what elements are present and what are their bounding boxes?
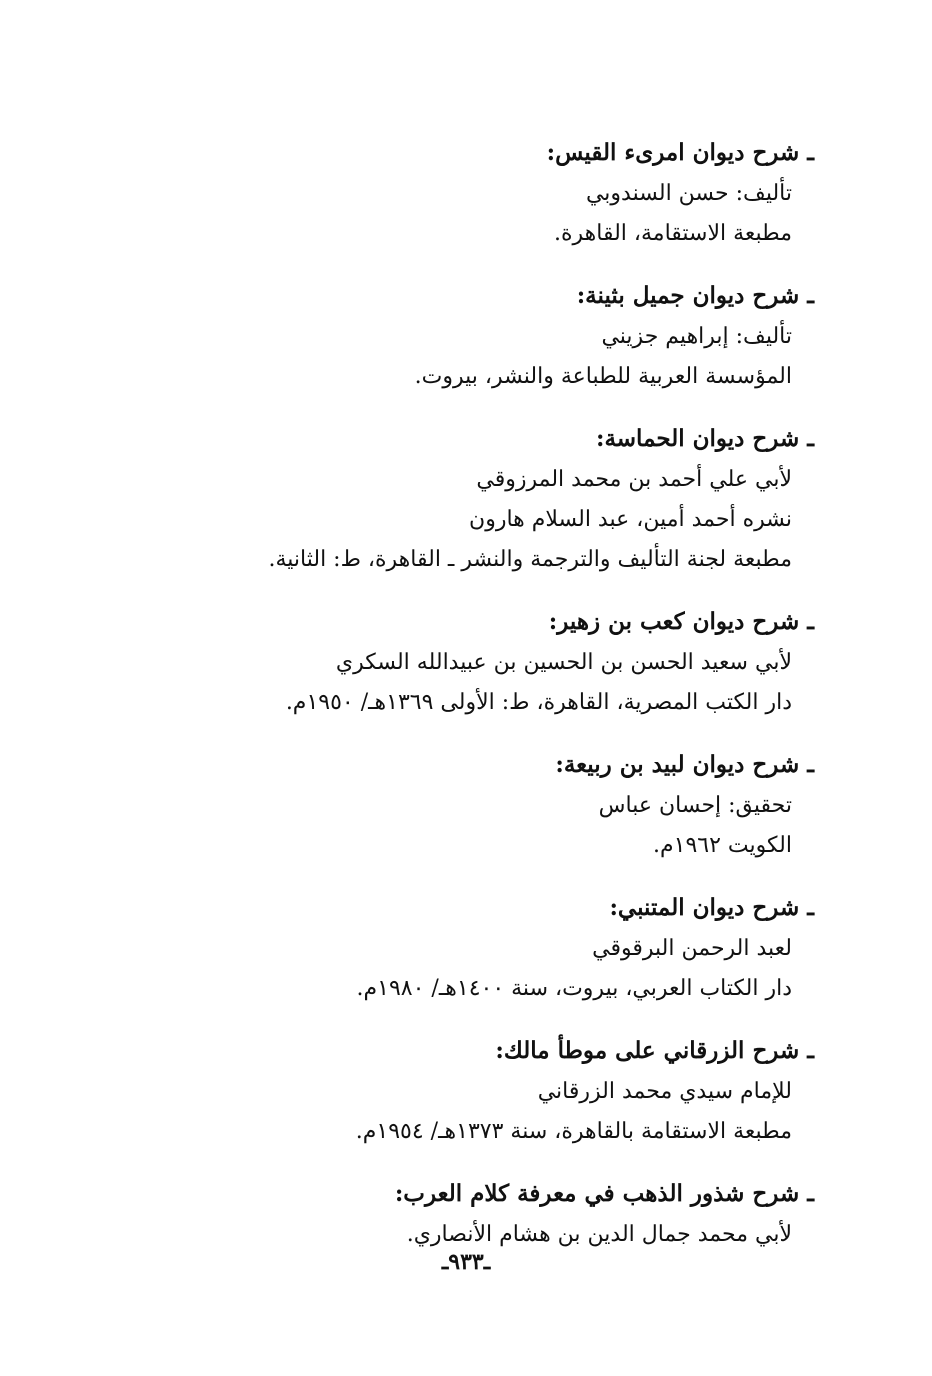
- entry-detail-line: مطبعة لجنة التأليف والترجمة والنشر ـ القاهرة، ط: الثانية.: [268, 547, 792, 572]
- entry-title: ـ شرح ديوان لبيد بن ربيعة:: [555, 751, 814, 778]
- entry-title: ـ شرح ديوان كعب بن زهير:: [548, 608, 814, 635]
- bibliography-list: [152, 132, 814, 1276]
- entry-title: ـ شرح ديوان امرىء القيس:: [546, 139, 814, 166]
- bibliography-entry: [152, 132, 814, 254]
- entry-detail-line: تأليف: حسن السندوبي: [585, 181, 792, 206]
- entry-detail-line: المؤسسة العربية للطباعة والنشر، بيروت.: [414, 364, 792, 389]
- entry-detail-line: نشره أحمد أمين، عبد السلام هارون: [469, 507, 792, 532]
- entry-title: ـ شرح الزرقاني على موطأ مالك:: [495, 1037, 814, 1064]
- bibliography-entry: [152, 418, 814, 580]
- entry-title: ـ شرح شذور الذهب في معرفة كلام العرب:: [394, 1180, 814, 1207]
- entry-detail-line: تحقيق: إحسان عباس: [598, 793, 792, 818]
- entry-detail-line: دار الكتب المصرية، القاهرة، ط: الأولى ١٣٦٩هـ/ ١٩٥٠م.: [285, 690, 792, 715]
- bibliography-entry: [152, 744, 814, 866]
- entry-detail-line: لأبي محمد جمال الدين بن هشام الأنصاري.: [406, 1222, 792, 1247]
- bibliography-entry: [152, 1030, 814, 1152]
- entry-detail-line: دار الكتاب العربي، بيروت، سنة ١٤٠٠هـ/ ١٩٨٠م.: [356, 976, 792, 1001]
- bibliography-entry: [152, 275, 814, 397]
- entry-detail-line: لأبي سعيد الحسن بن الحسين بن عبيدالله السكري: [335, 650, 792, 675]
- bibliography-entry: [152, 1173, 814, 1255]
- entry-detail-line: لعبد الرحمن البرقوقي: [592, 936, 792, 961]
- entry-title: ـ شرح ديوان جميل بثينة:: [576, 282, 814, 309]
- entry-detail-line: الكويت ١٩٦٢م.: [653, 833, 792, 858]
- entry-detail-line: لأبي علي أحمد بن محمد المرزوقي: [476, 467, 792, 492]
- entry-detail-line: للإمام سيدي محمد الزرقاني: [537, 1079, 792, 1104]
- entry-detail-line: تأليف: إبراهيم جزيني: [601, 324, 792, 349]
- entry-detail-line: مطبعة الاستقامة بالقاهرة، سنة ١٣٧٣هـ/ ١٩٥٤م.: [355, 1119, 792, 1144]
- entry-title: ـ شرح ديوان الحماسة:: [595, 425, 814, 452]
- bibliography-entry: [152, 601, 814, 723]
- page-number: ـ٩٣٣ـ: [441, 1249, 491, 1275]
- bibliography-entry: [152, 887, 814, 1009]
- entry-detail-line: مطبعة الاستقامة، القاهرة.: [553, 221, 792, 246]
- entry-title: ـ شرح ديوان المتنبي:: [609, 894, 814, 921]
